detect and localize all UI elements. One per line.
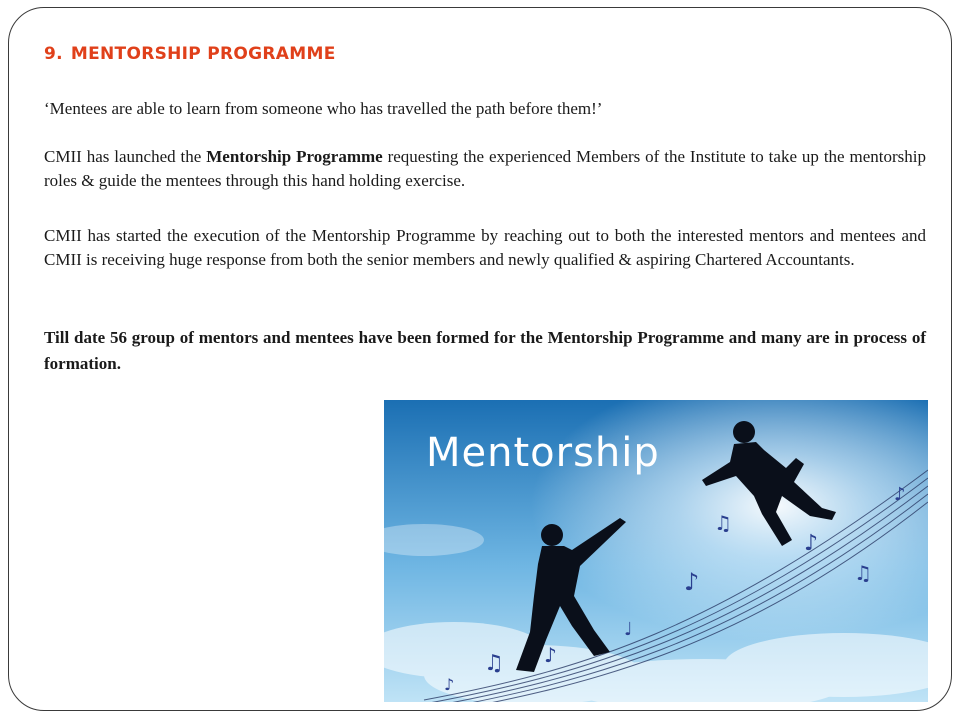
- svg-text:♪: ♪: [544, 643, 557, 667]
- mentorship-image: [384, 400, 928, 702]
- svg-text:♪: ♪: [804, 531, 819, 556]
- paragraph-launch-start: CMII has launched the: [44, 147, 207, 166]
- paragraph-status: Till date 56 group of mentors and mentees have been formed for the Mentorship Programme and many are in process of formation.: [44, 328, 926, 373]
- mentorship-illustration: [384, 400, 928, 702]
- svg-text:♫: ♫: [714, 511, 732, 535]
- section-heading: [44, 44, 336, 64]
- svg-text:♪: ♪: [894, 484, 906, 505]
- quote-text: ‘Mentees are able to learn from someone who has travelled the path before them!’: [44, 99, 603, 118]
- heading-title: MENTORSHIP PROGRAMME: [70, 44, 336, 64]
- svg-text:♪: ♪: [444, 675, 455, 694]
- paragraph-launch-end: requesting the experienced Members of the Institute to take up the mentorship roles & guide the mentees through this hand holding exercise.: [44, 147, 926, 190]
- svg-text:♪: ♪: [684, 568, 700, 596]
- paragraph-launch-bold: Mentorship Programme: [206, 147, 383, 166]
- paragraph-execution: CMII has started the execution of the Mentorship Programme by reaching out to both the interested mentors and mentees and CMII is receiving huge response from both the senior members and newly qualified & aspiring Chartered Accountants.: [44, 226, 926, 269]
- paragraph-launch: [44, 145, 926, 193]
- svg-text:♩: ♩: [624, 619, 633, 640]
- svg-text:♫: ♫: [484, 651, 504, 676]
- image-title: Mentorship: [426, 430, 660, 476]
- heading-number: 9.: [44, 44, 63, 64]
- svg-text:♫: ♫: [854, 561, 872, 585]
